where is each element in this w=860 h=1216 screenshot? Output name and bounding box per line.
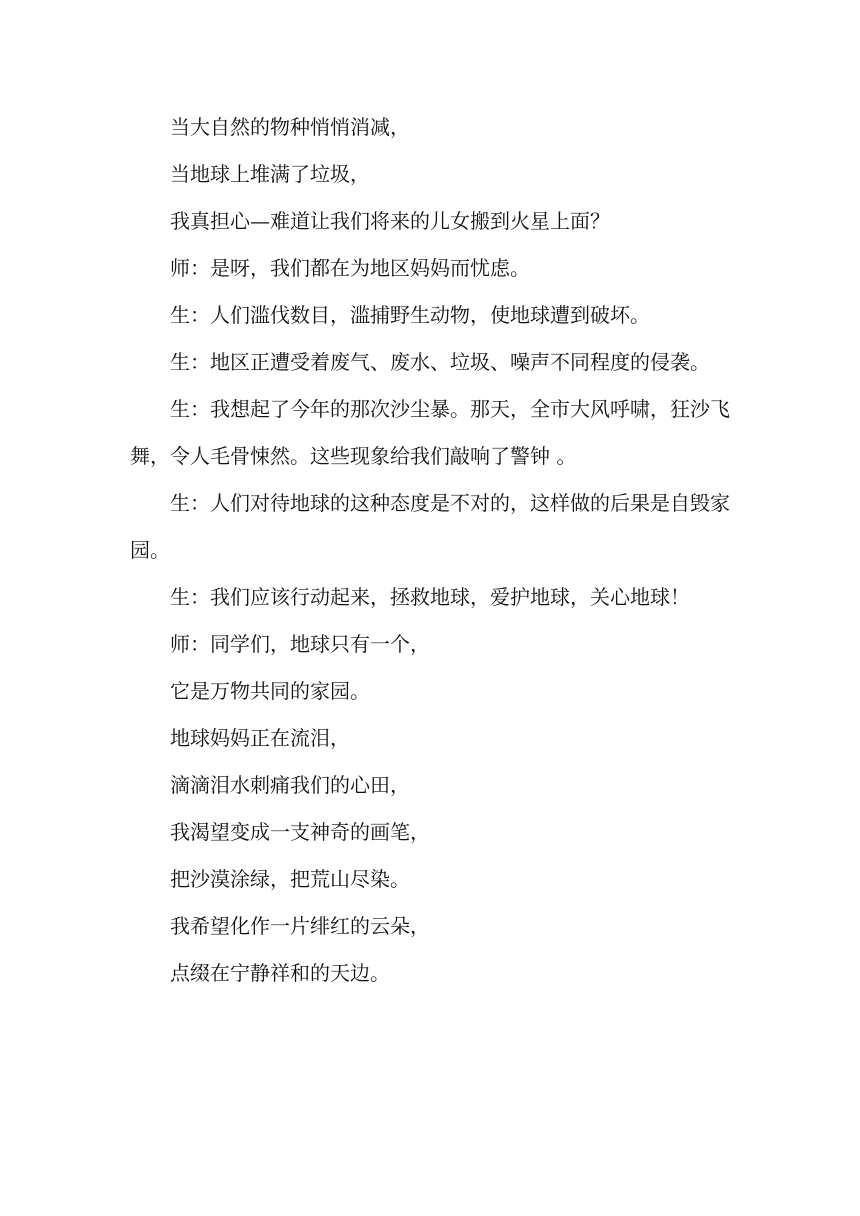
paragraph-4: 师：是呀，我们都在为地区妈妈而忧虑。: [170, 256, 530, 280]
paragraph-5: 生：人们滥伐数目，滥捕野生动物，使地球遭到破坏。: [170, 303, 650, 327]
document-body: [130, 104, 730, 997]
paragraph-13: 滴滴泪水刺痛我们的心田，: [170, 773, 410, 797]
paragraph-10: 师：同学们，地球只有一个，: [170, 632, 430, 656]
paragraph-7: 生：我想起了今年的那次沙尘暴。那天，全市大风呼啸，狂沙飞舞，令人毛骨悚然。这些现象给我们敲响了警钟 。: [130, 397, 730, 468]
paragraph-16: 我希望化作一片绯红的云朵，: [170, 914, 430, 938]
paragraph-6: 生：地区正遭受着废气、废水、垃圾、噪声不同程度的侵袭。: [170, 350, 710, 374]
paragraph-11: 它是万物共同的家园。: [170, 679, 370, 703]
paragraph-1: 当大自然的物种悄悄消减，: [170, 115, 410, 139]
paragraph-14: 我渴望变成一支神奇的画笔，: [170, 820, 430, 844]
paragraph-2: 当地球上堆满了垃圾，: [170, 162, 370, 186]
paragraph-15: 把沙漠涂绿，把荒山尽染。: [170, 867, 410, 891]
paragraph-9: 生：我们应该行动起来，拯救地球，爱护地球，关心地球！: [170, 585, 690, 609]
paragraph-3: 我真担心—难道让我们将来的儿女搬到火星上面？: [170, 209, 610, 233]
paragraph-17: 点缀在宁静祥和的天边。: [170, 961, 390, 985]
paragraph-8: 生：人们对待地球的这种态度是不对的，这样做的后果是自毁家园。: [130, 491, 730, 562]
paragraph-12: 地球妈妈正在流泪，: [170, 726, 350, 750]
